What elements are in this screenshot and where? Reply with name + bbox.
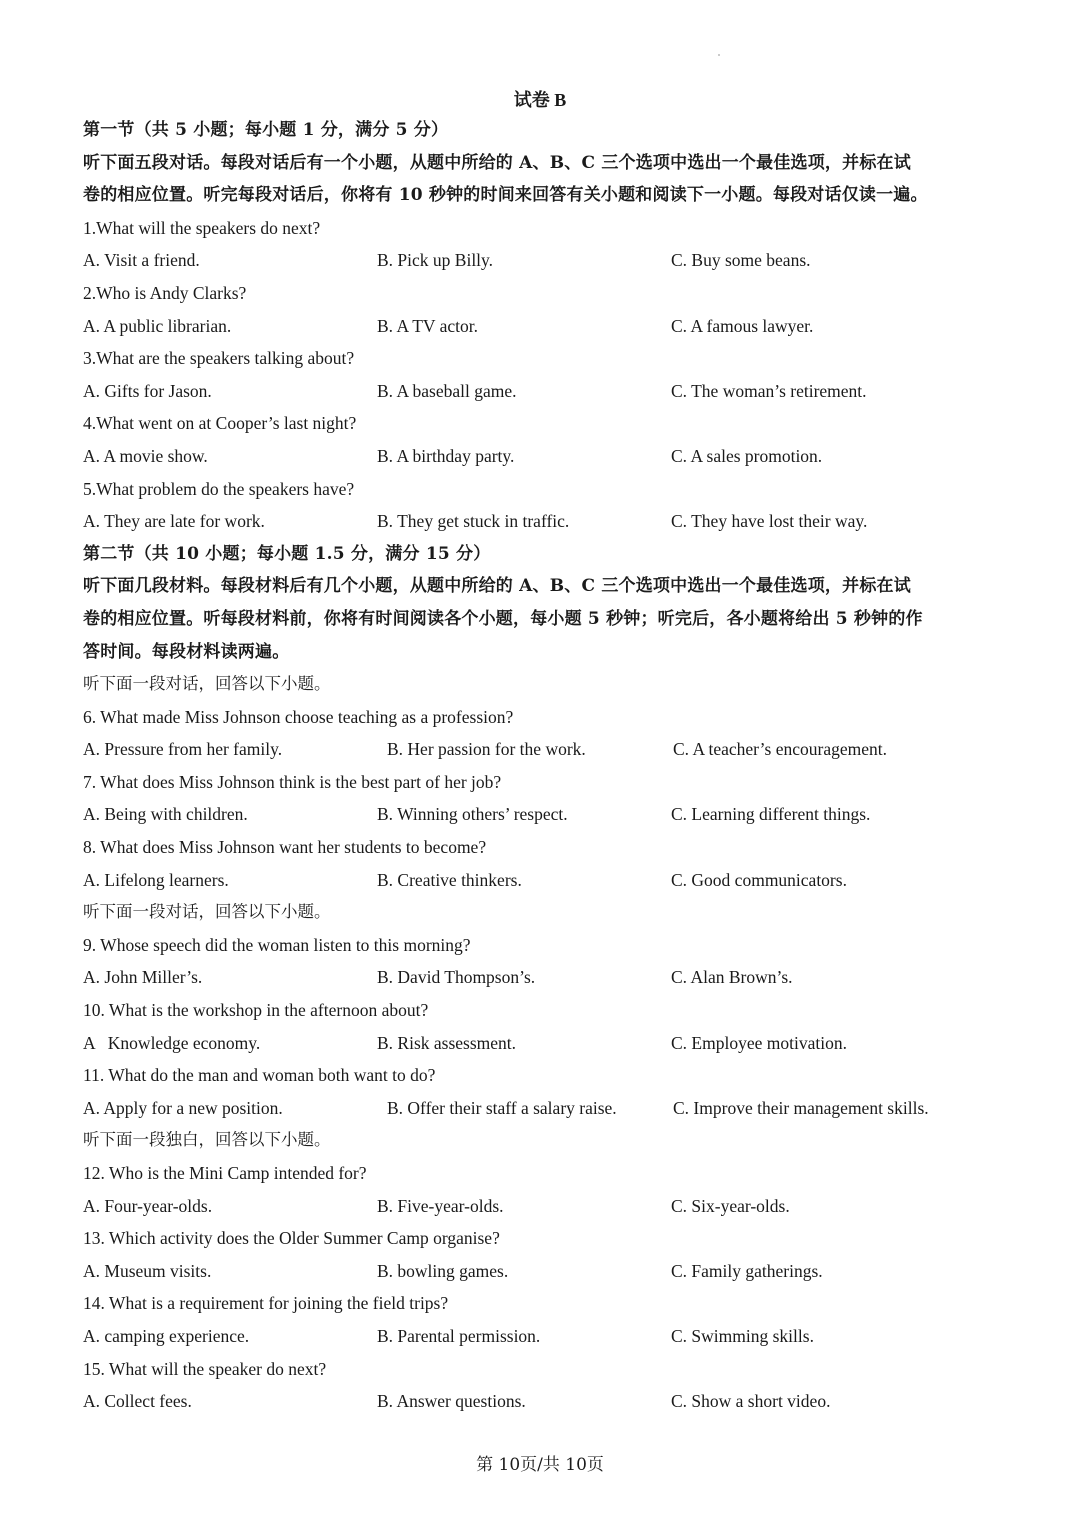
section1-instruction-line: 卷的相应位置。听完每段对话后，你将有 10 秒钟的时间来回答有关小题和阅读下一小题。每段对话仅读一遍。	[83, 185, 928, 206]
question-stem: 3.What are the speakers talking about?	[83, 348, 355, 369]
answer-options	[83, 961, 1003, 994]
option-a: A. Gifts for Jason.	[83, 380, 212, 401]
page-footer: 第 10页/共 10页	[476, 1455, 604, 1475]
answer-options	[83, 1027, 1003, 1060]
option-c: C. Family gatherings.	[671, 1260, 823, 1281]
section2-instruction-line: 卷的相应位置。听每段材料前，你将有时间阅读各个小题，每小题 5 秒钟；听完后，各小题将给出 5 秒钟的作	[83, 608, 923, 629]
question-stem: 5.What problem do the speakers have?	[83, 478, 355, 499]
answer-options	[83, 1385, 1003, 1418]
question-stem: 8. What does Miss Johnson want her students to become?	[83, 837, 487, 858]
option-a: A Knowledge economy.	[83, 1032, 261, 1053]
option-b: B. bowling games.	[377, 1260, 509, 1281]
answer-options	[83, 733, 1003, 766]
option-b: B. Pick up Billy.	[377, 250, 494, 271]
answer-options	[83, 1190, 1003, 1223]
section1-instruction-line: 听下面五段对话。每段对话后有一个小题，从题中所给的 A、B、C 三个选项中选出一个最佳选项，并标在试	[83, 152, 911, 173]
option-a: A. They are late for work.	[83, 511, 265, 532]
option-c: C. Six-year-olds.	[671, 1195, 790, 1216]
question-stem: 12. Who is the Mini Camp intended for?	[83, 1163, 367, 1183]
question-stem: 15. What will the speaker do next?	[83, 1358, 327, 1379]
question-stem: 9. Whose speech did the woman listen to this morning?	[83, 934, 471, 955]
option-a: A. Visit a friend.	[83, 250, 200, 271]
answer-options	[83, 1092, 1003, 1125]
answer-options	[83, 440, 1003, 473]
option-a: A. camping experience.	[83, 1325, 250, 1346]
option-b: B. Her passion for the work.	[387, 739, 586, 760]
answer-options	[83, 244, 1003, 277]
option-b: B. Five-year-olds.	[377, 1195, 504, 1216]
option-c: C. Improve their management skills.	[673, 1097, 929, 1118]
option-a: A. Four-year-olds.	[83, 1195, 213, 1216]
question-stem: 13. Which activity does the Older Summer Camp organise?	[83, 1228, 500, 1249]
option-b: B. Risk assessment.	[377, 1032, 517, 1053]
question-stem: 10. What is the workshop in the afternoon about?	[83, 1000, 429, 1021]
group-note: 听下面一段对话，回答以下小题。	[83, 674, 331, 694]
question-stem: 4.What went on at Cooper’s last night?	[83, 413, 357, 434]
question-stem: 14. What is a requirement for joining the field trips?	[83, 1293, 449, 1314]
option-c: C. Show a short video.	[671, 1391, 831, 1412]
question-stem: 11. What do the man and woman both want to do?	[83, 1065, 436, 1086]
option-a: A. Being with children.	[83, 804, 248, 825]
option-c: C. Learning different things.	[671, 804, 871, 825]
answer-options	[83, 1255, 1003, 1288]
answer-options	[83, 1320, 1003, 1353]
option-b: B. Answer questions.	[377, 1391, 526, 1412]
option-b: B. Offer their staff a salary raise.	[387, 1097, 617, 1118]
group-note: 听下面一段独白，回答以下小题。	[83, 1130, 331, 1150]
option-c: C. Alan Brown’s.	[671, 967, 793, 988]
option-b: B. A birthday party.	[377, 445, 515, 466]
option-b: B. Parental permission.	[377, 1325, 541, 1346]
option-a: A. Museum visits.	[83, 1260, 212, 1281]
section2-instruction-line: 答时间。每段材料读两遍。	[83, 641, 290, 662]
option-c: C. Good communicators.	[671, 869, 847, 890]
answer-options	[83, 375, 1003, 408]
group-note: 听下面一段对话，回答以下小题。	[83, 902, 331, 922]
option-c: C. A famous lawyer.	[671, 315, 814, 336]
option-a: A. Pressure from her family.	[83, 739, 283, 760]
option-a: A. Lifelong learners.	[83, 869, 229, 890]
option-a: A. John Miller’s.	[83, 967, 203, 988]
question-stem: 2.Who is Andy Clarks?	[83, 282, 247, 303]
option-b: B. Winning others’ respect.	[377, 804, 568, 825]
option-a: A. Apply for a new position.	[83, 1097, 283, 1118]
answer-options	[83, 798, 1003, 831]
option-c: C. Employee motivation.	[671, 1032, 847, 1053]
option-c: C. The woman’s retirement.	[671, 380, 867, 401]
option-c: C. Buy some beans.	[671, 250, 811, 271]
answer-options	[83, 505, 1003, 538]
option-c: C. Swimming skills.	[671, 1325, 814, 1346]
option-b: B. They get stuck in traffic.	[377, 511, 570, 532]
section2-instruction-line: 听下面几段材料。每段材料后有几个小题，从题中所给的 A、B、C 三个选项中选出一个最佳选项，并标在试	[83, 576, 911, 597]
answer-options	[83, 864, 1003, 897]
option-a: A. A public librarian.	[83, 315, 232, 336]
option-a: A. A movie show.	[83, 445, 208, 466]
answer-options	[83, 310, 1003, 343]
option-c: C. A teacher’s encouragement.	[673, 739, 887, 760]
question-stem: 7. What does Miss Johnson think is the best part of her job?	[83, 771, 502, 792]
question-stem: 1.What will the speakers do next?	[83, 217, 321, 238]
option-c: C. They have lost their way.	[671, 511, 868, 532]
option-b: B. A baseball game.	[377, 380, 517, 401]
question-stem: 6. What made Miss Johnson choose teaching as a profession?	[83, 706, 514, 727]
option-b: B. David Thompson’s.	[377, 967, 536, 988]
option-b: B. A TV actor.	[377, 315, 478, 336]
section2-heading: 第二节（共 10 小题；每小题 1.5 分，满分 15 分）	[83, 543, 491, 564]
section1-heading: 第一节（共 5 小题；每小题 1 分，满分 5 分）	[83, 120, 449, 140]
option-c: C. A sales promotion.	[671, 445, 823, 466]
option-a: A. Collect fees.	[83, 1391, 192, 1412]
exam-content	[83, 114, 1003, 1418]
option-b: B. Creative thinkers.	[377, 869, 522, 890]
scan-speck	[718, 54, 720, 56]
page-title: 试卷 B	[513, 90, 567, 110]
